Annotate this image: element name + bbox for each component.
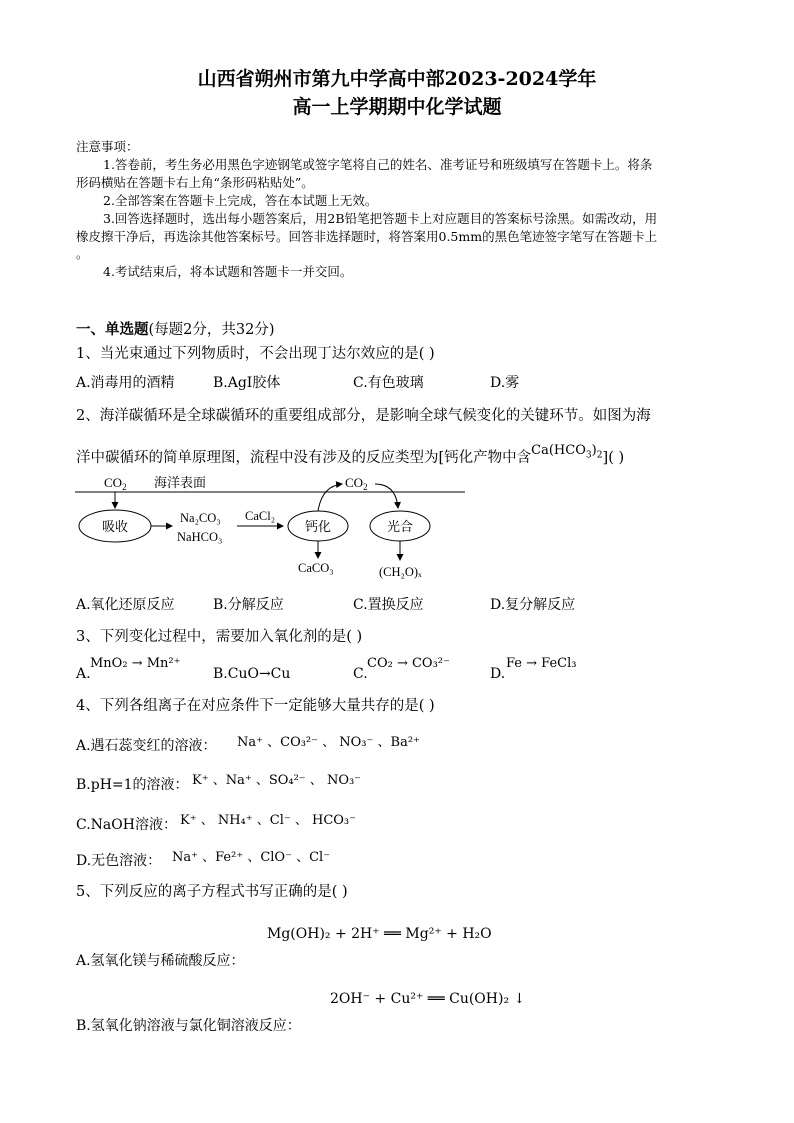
co2-left-label: $CO_2$ [104,475,127,492]
formula-close: ) [591,443,597,458]
section-info: (每题2分，共32分) [148,322,275,338]
q4-option-d-text: D.无色溶液： [76,853,162,869]
q3-option-b: B.CuO→Cu [213,666,291,682]
ocean-surface-label: 海洋表面 [154,476,207,491]
section-header [76,318,275,339]
q2-option-a: A.氧化还原反应 [76,597,175,613]
q4-option-c-text: C.NaOH溶液： [76,817,177,833]
co2-to-photo-arrow [375,484,398,508]
q3-option-c-label: C. [353,666,368,682]
q3-option-d-math: Fe → FeCl₃ [506,656,577,671]
note-4: 4.考试结束后，将本试题和答题卡一并交回。 [103,264,353,279]
carbon-cycle-diagram [70,470,470,585]
q4-option-a-ions: Na⁺ 、CO₃²⁻ 、 NO₃⁻ 、Ba²⁺ [237,735,420,750]
caco3-label: CaCO₃ [298,561,334,575]
q4-option-b-ions: K⁺ 、Na⁺ 、SO₄²⁻ 、 NO₃⁻ [192,773,362,788]
q4-option-b-text: B.pH=1的溶液： [76,777,189,793]
q5-option-b-equation: 2OH⁻ + Cu²⁺ ══ Cu(OH)₂ ↓ [330,991,526,1007]
q2-stem-2-end: ]( ) [602,450,625,466]
q3-option-a-label: A. [76,666,91,682]
q2-option-d: D.复分解反应 [490,597,576,613]
q1-option-a: A.消毒用的酒精 [76,375,175,391]
q1-option-c: C.有色玻璃 [353,375,424,391]
q5-option-a-equation: Mg(OH)₂ + 2H⁺ ══ Mg²⁺ + H₂O [267,926,492,942]
q4-option-c-ions: K⁺ 、 NH₄⁺ 、Cl⁻ 、 HCO₃⁻ [180,813,357,828]
calcify-label: 钙化 [304,520,332,535]
na2co3-label: Na₂CO₃ [180,511,221,525]
q3-option-d-label: D. [490,666,506,682]
q3-option-c-math: CO₂ → CO₃²⁻ [367,656,450,671]
co2-right-label: $CO_2$ [345,475,368,492]
note-3c: 。 [76,246,89,261]
section-label: 一、单选题 [76,321,149,338]
q2-option-c: C.置换反应 [353,597,424,613]
formula-sub-3: 3 [585,450,592,461]
formula-paren: (HCO [548,443,586,458]
q5-stem: 5、下列反应的离子方程式书写正确的是( ) [76,884,348,900]
cacl2-label: CaCl₂ [245,509,276,523]
q1-option-b: B.AgI胶体 [213,375,281,391]
title-line-2: 高一上学期期中化学试题 [292,96,502,118]
nahco3-label: NaHCO₃ [177,530,223,544]
note-3b: 橡皮擦干净后，再选涂其他答案标号。回答非选择题时，将答案用0.5mm的黑色笔迹签字笔写在答题卡上 [76,229,658,244]
q5-option-b-text: B.氢氧化钠溶液与氯化铜溶液反应： [76,1018,301,1034]
absorb-label: 吸收 [101,520,129,535]
q3-option-a-math: MnO₂ → Mn²⁺ [90,656,181,671]
ch2o-label: (CH₂O)ₓ [379,565,422,579]
note-3a: 3.回答选择题时，选出每小题答案后，用2B铅笔把答题卡上对应题目的答案标号涂黑。如需改动，用 [103,211,658,226]
formula-sub-2: 2 [596,450,603,461]
q1-stem: 1、当光束通过下列物质时，不会出现丁达尔效应的是( ) [76,346,435,362]
q3-stem: 3、下列变化过程中，需要加入氧化剂的是( ) [76,629,363,645]
formula-ca: Ca [531,443,549,458]
q2-option-b: B.分解反应 [213,597,284,613]
q4-option-d-ions: Na⁺ 、Fe²⁺ 、ClO⁻ 、Cl⁻ [172,850,331,865]
note-1b: 形码横贴在答题卡右上角“条形码粘贴处”。 [76,175,314,190]
q5-option-a-text: A.氢氧化镁与稀硫酸反应： [76,953,245,969]
note-1a: 1.答卷前，考生务必用黑色字迹钢笔或签字笔将自己的姓名、准考证号和班级填写在答题卡上。将条 [103,157,653,172]
note-2: 2.全部答案在答题卡上完成，答在本试题上无效。 [103,193,378,208]
q4-option-a-text: A.遇石蕊变红的溶液： [76,738,217,754]
q4-stem: 4、下列各组离子在对应条件下一定能够大量共存的是( ) [76,698,435,714]
q1-option-d: D.雾 [490,375,520,391]
q2-stem-2 [76,443,625,467]
notes-heading: 注意事项： [76,139,139,154]
q2-formula [531,443,603,461]
title-line-1: 山西省朔州市第九中学高中部2023-2024学年 [197,68,597,90]
calcify-to-co2-arrow [318,484,342,511]
photosynthesis-label: 光合 [386,520,414,535]
q2-stem-2-text: 洋中碳循环的简单原理图，流程中没有涉及的反应类型为[钙化产物中含 [76,450,532,466]
q2-stem-1: 2、海洋碳循环是全球碳循环的重要组成部分，是影响全球气候变化的关键环节。如图为海 [76,408,651,424]
